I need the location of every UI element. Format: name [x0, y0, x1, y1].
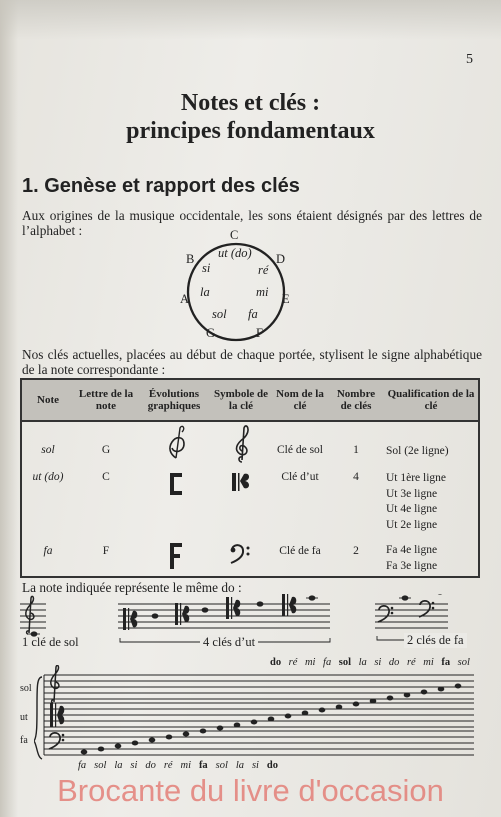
solfege-syllable: la — [114, 760, 123, 771]
wheel-letter-f: F — [256, 326, 263, 340]
row-fa-qualification — [384, 539, 479, 577]
solfege-syllable: ré — [163, 760, 173, 771]
wheel-letter-d: D — [276, 252, 286, 266]
solfege-syllable: fa — [78, 760, 87, 771]
header-letter: Lettre de la note — [74, 379, 138, 421]
evolution-f-icon — [154, 541, 194, 571]
qualification-item: Ut 4e ligne — [386, 503, 438, 515]
row-ut-evolution — [138, 469, 210, 539]
row-ut-symbol — [210, 469, 272, 539]
header-clef-name: Nom de la clé — [272, 379, 328, 421]
row-ut-qualification — [384, 469, 479, 539]
header-qualification: Qualification de la clé — [384, 379, 479, 421]
wheel-syllable-fa: fa — [248, 307, 258, 321]
wheel-syllable-si: si — [202, 261, 211, 275]
group-brackets — [120, 636, 448, 642]
bass-staff — [44, 731, 474, 755]
wheel-letter-b: B — [186, 252, 195, 266]
row-sol-evolution — [138, 421, 210, 469]
qualification-item: Ut 2e ligne — [386, 518, 438, 531]
solfege-syllable: mi — [304, 657, 316, 668]
grand-staff — [34, 665, 479, 765]
page-title-line-2: principes fondamentaux — [126, 118, 375, 144]
row-fa-count: 2 — [353, 545, 359, 557]
clef-table-header-row — [21, 379, 479, 421]
staff-label-fa: fa — [20, 735, 28, 746]
solfege-syllable: si — [374, 657, 382, 668]
alto-clef-icon — [226, 471, 256, 493]
page-number: 5 — [466, 52, 473, 67]
treble-staff-example — [20, 604, 46, 628]
row-sol-letter: G — [101, 444, 111, 456]
solfege-syllable: sol — [94, 760, 107, 771]
qualification-item: Ut 3e ligne — [386, 487, 438, 500]
row-sol-clef-name: Clé de sol — [277, 444, 323, 456]
same-do-caption: La note indiquée représente le même do : — [22, 580, 242, 595]
evolution-g-icon — [154, 424, 194, 464]
bass-clef-icon — [49, 733, 64, 749]
solfege-syllable: la — [235, 760, 244, 771]
row-ut-count: 4 — [353, 471, 359, 483]
page-top-shadow — [0, 0, 501, 40]
wheel-letter-e: E — [282, 292, 290, 306]
wheel-syllable-re: ré — [258, 263, 269, 277]
solfege-syllable: ré — [288, 657, 298, 668]
row-fa-letter: F — [102, 545, 110, 557]
evolution-c-icon — [154, 471, 194, 497]
solfege-syllable: ré — [406, 657, 416, 668]
lower-solfege-row — [78, 760, 278, 771]
alto-staves-example — [118, 604, 330, 628]
header-note: Note — [21, 379, 74, 421]
row-ut-clef-name: Clé d’ut — [281, 471, 319, 483]
wheel-letter-c: C — [230, 228, 239, 242]
caption-treble: 1 clé de sol — [22, 635, 79, 649]
intro-paragraph: Aux origines de la musique occidentale, les sons étaient désignés par des lettres de l’alphabet : — [22, 208, 482, 238]
solfege-syllable: do — [145, 760, 156, 771]
staff-brace — [34, 677, 42, 759]
wheel-syllable-mi: mi — [256, 285, 269, 299]
wheel-letter-g: G — [206, 326, 216, 340]
table-row-sol — [21, 421, 479, 469]
qualification-item: Ut 1ère ligne — [386, 472, 447, 484]
solfege-syllable: si — [130, 760, 138, 771]
bass-staves-example — [375, 604, 448, 628]
solfege-syllable: la — [358, 657, 367, 668]
row-fa-clef-name: Clé de fa — [279, 545, 321, 557]
solfege-syllable: fa — [323, 657, 332, 668]
row-fa-evolution — [138, 539, 210, 577]
qualification-item: Fa 3e ligne — [386, 559, 438, 572]
row-sol-note: sol — [41, 444, 55, 456]
wheel-syllable-ut: ut (do) — [218, 246, 252, 260]
solfege-syllable: mi — [180, 760, 191, 771]
caption-bass: 2 clés de fa — [404, 633, 467, 648]
alto-clef-icons — [123, 594, 296, 630]
solfege-syllable: do — [388, 657, 400, 668]
do-notes — [28, 594, 443, 637]
solfege-syllable: si — [251, 760, 259, 771]
note-wheel — [180, 228, 300, 343]
row-sol-symbol — [210, 421, 272, 469]
wheel-letter-a: A — [180, 292, 190, 306]
qualification-item: Sol (2e ligne) — [386, 445, 449, 457]
bass-clef-icon — [226, 541, 256, 565]
treble-clef-icon — [226, 424, 256, 464]
solfege-syllable: sol — [338, 657, 352, 668]
caption-alto: 4 clés d’ut — [200, 635, 258, 650]
alto-staff — [44, 703, 474, 727]
row-sol-count: 1 — [353, 444, 359, 456]
wheel-syllable-la: la — [200, 285, 210, 299]
solfege-syllable: do — [266, 760, 278, 771]
clef-table — [20, 378, 480, 578]
header-symbol: Symbole de la clé — [210, 379, 272, 421]
header-evolutions: Évolutions graphiques — [138, 379, 210, 421]
watermark-text: Brocante du livre d'occasion — [57, 773, 444, 808]
staff-label-sol: sol — [20, 683, 32, 694]
treble-clef-icon — [51, 665, 59, 703]
header-clef-count: Nombre de clés — [328, 379, 384, 421]
row-fa-note: fa — [43, 545, 53, 557]
section-heading: 1. Genèse et rapport des clés — [22, 175, 300, 197]
solfege-syllable: sol — [215, 760, 228, 771]
solfege-syllable: sol — [457, 657, 470, 668]
qualification-item: Fa 4e ligne — [386, 544, 438, 556]
row-sol-qualification — [384, 421, 479, 469]
solfege-syllable: fa — [198, 760, 208, 771]
table-row-ut — [21, 469, 479, 539]
table-row-fa — [21, 539, 479, 577]
wheel-syllable-sol: sol — [212, 307, 227, 321]
solfege-syllable: mi — [423, 657, 434, 668]
row-ut-note: ut (do) — [32, 471, 64, 483]
solfege-syllable: do — [270, 657, 282, 668]
scale-notes — [81, 684, 462, 755]
row-fa-symbol — [210, 539, 272, 577]
keys-paragraph: Nos clés actuelles, placées au début de chaque portée, stylisent le signe alphabétique de la note correspondante : — [22, 347, 482, 377]
row-ut-letter: C — [102, 471, 110, 483]
page-title-line-1: Notes et clés : — [180, 90, 321, 116]
solfege-syllable: fa — [441, 657, 451, 668]
staff-label-ut: ut — [20, 712, 28, 723]
